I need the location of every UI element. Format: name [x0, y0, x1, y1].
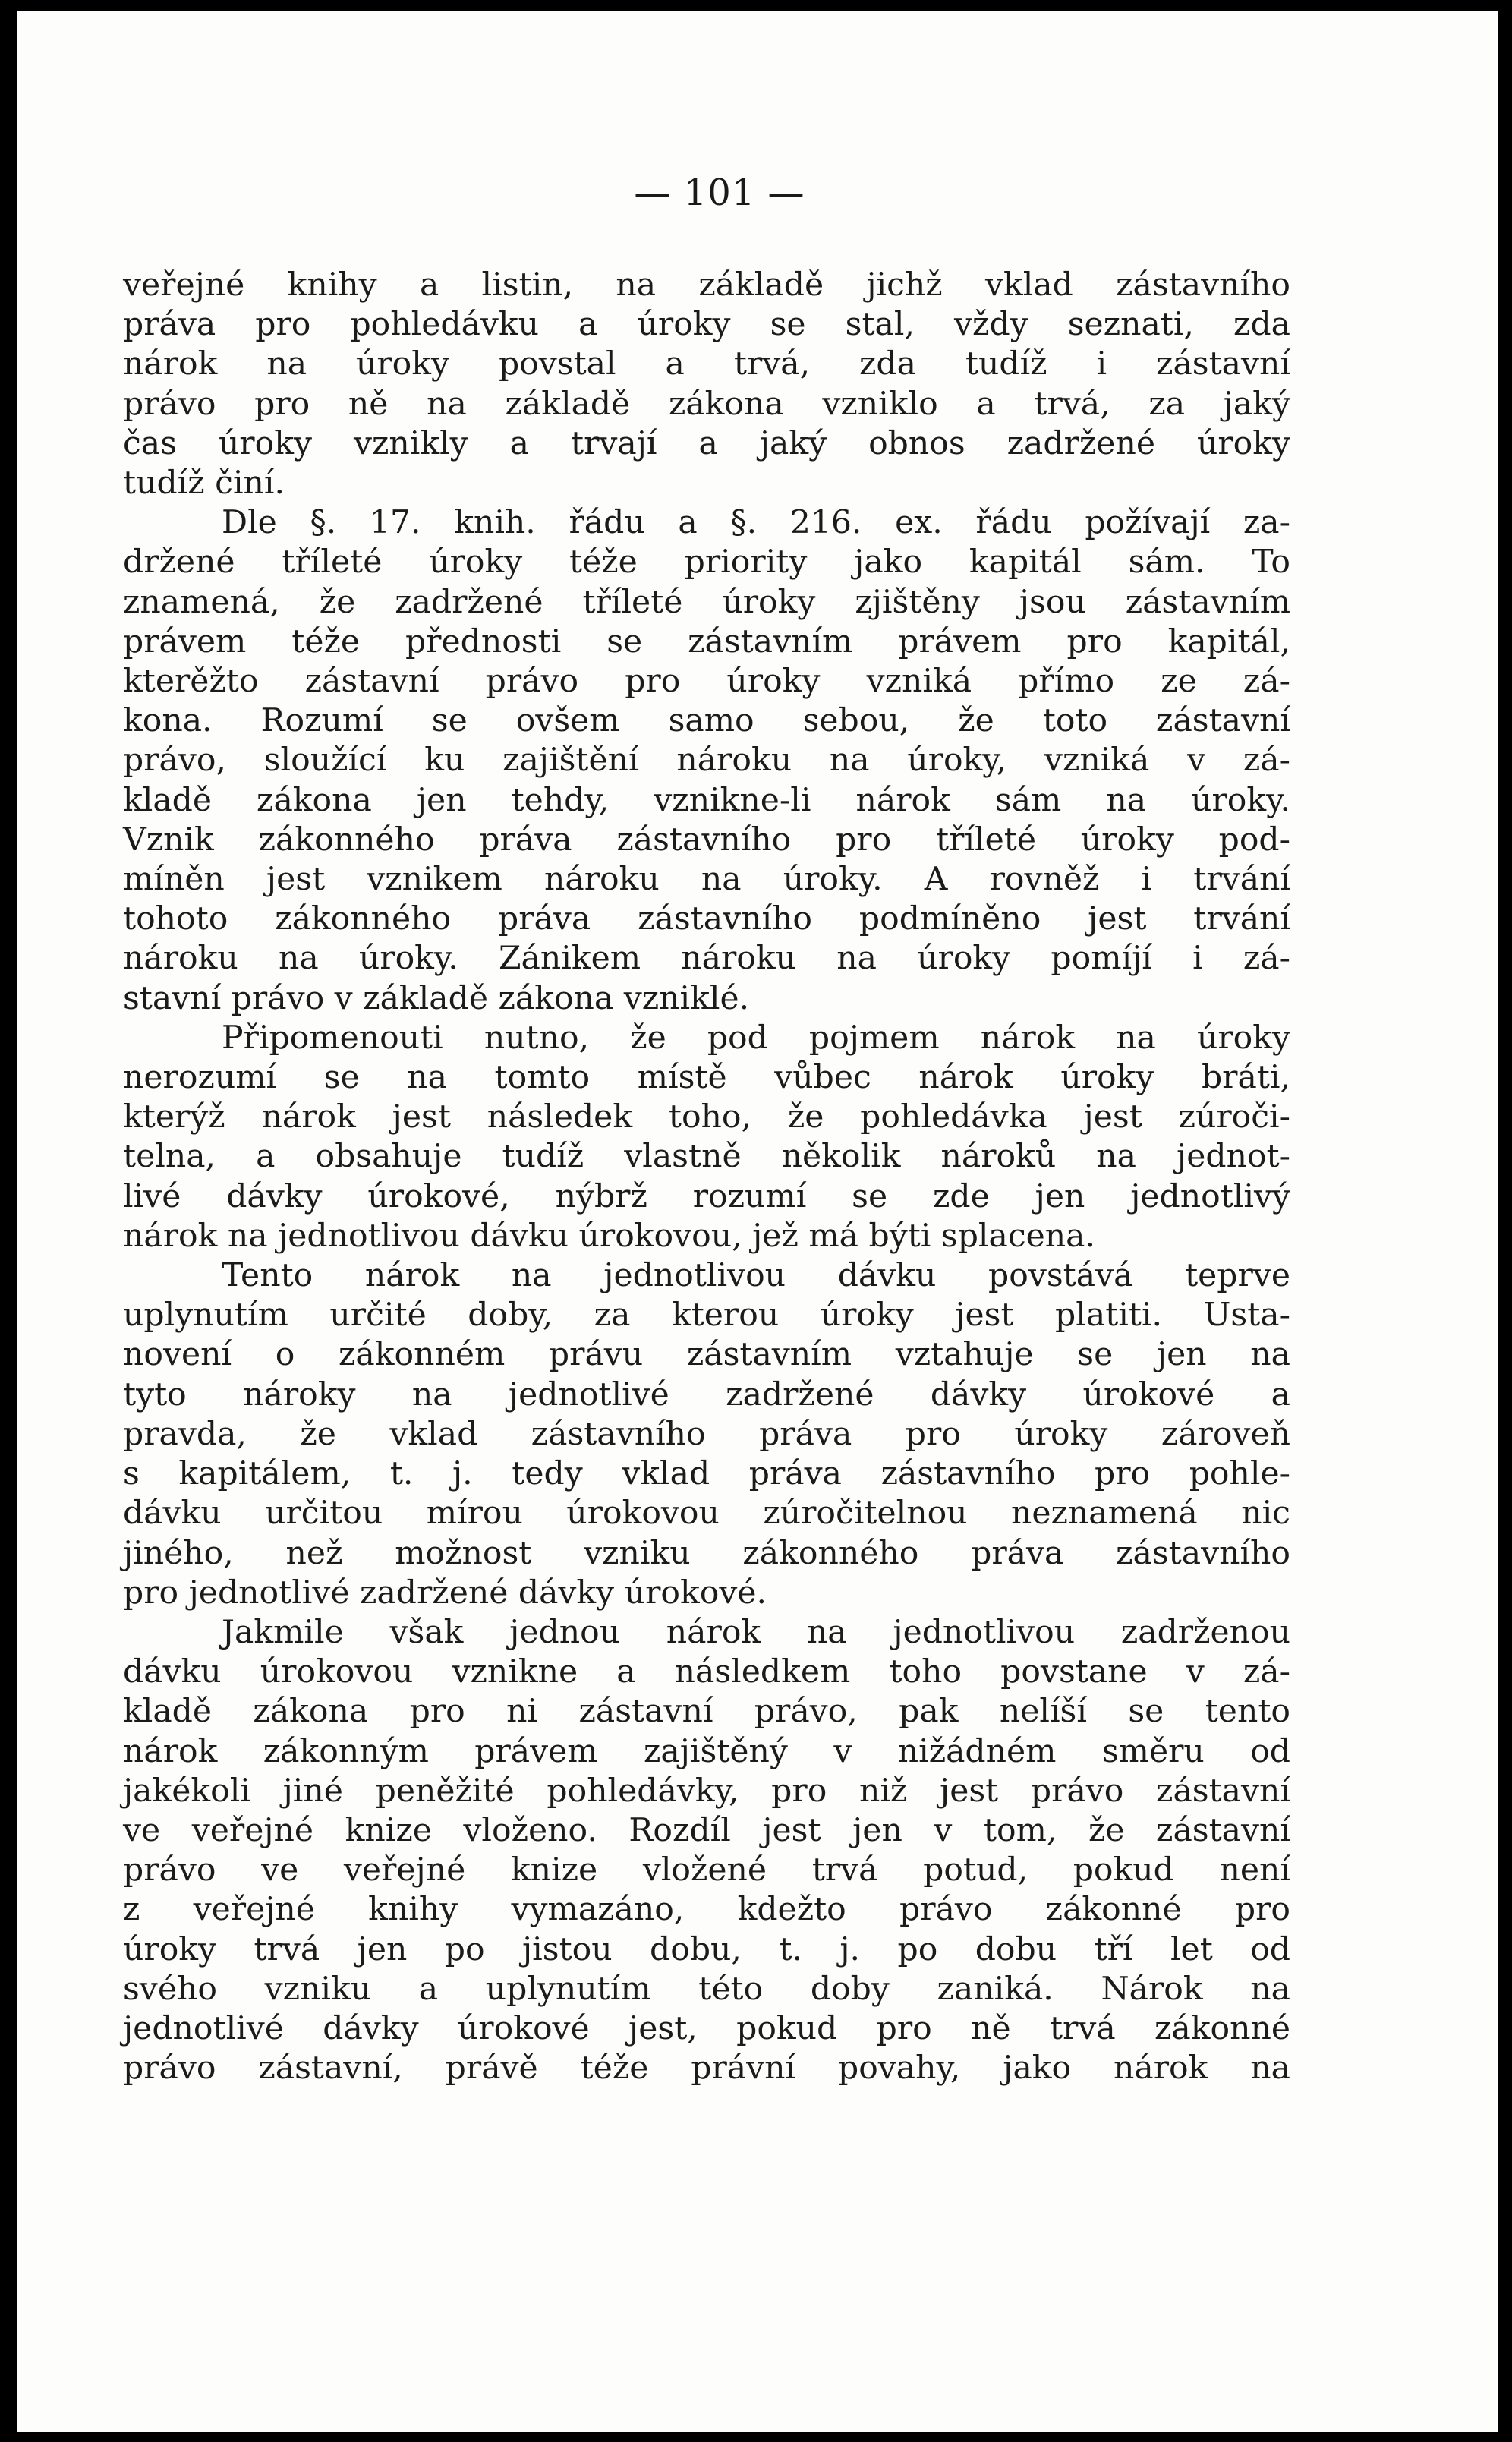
text-line: právo ve veřejné knize vložené trvá potud, pokud není	[123, 1851, 1290, 1889]
paragraph	[123, 1019, 1290, 1256]
text-line: právo zástavní, právě téže právní povahy, jako nárok na	[123, 2050, 1290, 2088]
text-line: pravda, že vklad zástavního práva pro úroky zároveň	[123, 1415, 1290, 1453]
text-line: právo, sloužící ku zajištění nároku na úroky, vzniká v zá-	[123, 742, 1290, 780]
text-line: z veřejné knihy vymazáno, kdežto právo zákonné pro	[123, 1891, 1290, 1929]
text-line: jednotlivé dávky úrokové jest, pokud pro ně trvá zákonné	[123, 2009, 1290, 2047]
text-line: nárok zákonným právem zajištěný v nižádném směru od	[123, 1732, 1290, 1770]
text-line: jiného, než možnost vzniku zákonného práva zástavního	[123, 1534, 1290, 1572]
text-line: svého vzniku a uplynutím této doby zaniká. Nárok na	[123, 1970, 1290, 2008]
text-line: nárok na jednotlivou dávku úrokovou, jež má býti splacena.	[123, 1217, 1096, 1255]
text-line: jakékoli jiné peněžité pohledávky, pro niž jest právo zástavní	[123, 1772, 1290, 1810]
text-line: Připomenouti nutno, že pod pojmem nárok na úroky	[222, 1019, 1290, 1057]
text-line: Jakmile však jednou nárok na jednotlivou zadrženou	[222, 1613, 1290, 1651]
text-line: nárok na úroky povstal a trvá, zda tudíž i zástavní	[123, 345, 1290, 383]
text-line: kona. Rozumí se ovšem samo sebou, že toto zástavní	[123, 702, 1290, 740]
paragraph	[123, 503, 1290, 1019]
paragraph	[123, 1256, 1290, 1613]
text-line: livé dávky úrokové, nýbrž rozumí se zde jen jednotlivý	[123, 1177, 1290, 1215]
page-number: — 101 —	[634, 172, 805, 214]
text-line: telna, a obsahuje tudíž vlastně několik nároků na jednot-	[123, 1138, 1290, 1176]
text-line: tyto nároky na jednotlivé zadržené dávky úrokové a	[123, 1375, 1290, 1413]
text-line: právo pro ně na základě zákona vzniklo a trvá, za jaký	[123, 385, 1290, 423]
book-page	[17, 11, 1498, 2432]
text-line: čas úroky vznikly a trvají a jaký obnos zadržené úroky	[123, 424, 1290, 462]
text-line: kterýž nárok jest následek toho, že pohledávka jest zúroči-	[123, 1098, 1290, 1136]
text-line: tudíž činí.	[123, 465, 285, 503]
text-line: míněn jest vznikem nároku na úroky. A rovněž i trvání	[123, 861, 1290, 899]
text-line: Tento nárok na jednotlivou dávku povstává teprve	[222, 1257, 1290, 1295]
text-line: pro jednotlivé zadržené dávky úrokové.	[123, 1574, 767, 1612]
text-line: uplynutím určité doby, za kterou úroky jest platiti. Usta-	[123, 1297, 1290, 1334]
text-line: znamená, že zadržené tříleté úroky zjištěny jsou zástavním	[123, 583, 1290, 621]
text-line: nerozumí se na tomto místě vůbec nárok úroky bráti,	[123, 1059, 1290, 1097]
text-line: kladě zákona jen tehdy, vznikne-li nárok sám na úroky.	[123, 781, 1290, 819]
text-line: práva pro pohledávku a úroky se stal, vždy seznati, zda	[123, 306, 1290, 344]
text-line: Vznik zákonného práva zástavního pro tříleté úroky pod-	[123, 821, 1290, 859]
text-line: tohoto zákonného práva zástavního podmíněno jest trvání	[123, 900, 1290, 938]
text-line: ve veřejné knize vloženo. Rozdíl jest jen v tom, že zástavní	[123, 1811, 1290, 1849]
body-text	[123, 266, 1290, 2088]
text-line: úroky trvá jen po jistou dobu, t. j. po dobu tří let od	[123, 1930, 1290, 1968]
text-line: stavní právo v základě zákona vzniklé.	[123, 979, 750, 1017]
text-line: držené tříleté úroky téže priority jako kapitál sám. To	[123, 544, 1290, 581]
text-line: dávku určitou mírou úrokovou zúročitelnou neznamená nic	[123, 1495, 1290, 1533]
text-line: kterěžto zástavní právo pro úroky vzniká přímo ze zá-	[123, 663, 1290, 701]
paragraph	[123, 266, 1290, 503]
text-line: Dle §. 17. knih. řádu a §. 216. ex. řádu požívají za-	[222, 504, 1290, 542]
text-line: s kapitálem, t. j. tedy vklad práva zástavního pro pohle-	[123, 1455, 1290, 1493]
text-line: veřejné knihy a listin, na základě jichž vklad zástavního	[123, 266, 1290, 304]
text-line: novení o zákonném právu zástavním vztahuje se jen na	[123, 1336, 1290, 1374]
text-line: nároku na úroky. Zánikem nároku na úroky pomíjí i zá-	[123, 940, 1290, 978]
text-line: dávku úrokovou vznikne a následkem toho povstane v zá-	[123, 1653, 1290, 1691]
text-line: kladě zákona pro ni zástavní právo, pak nelíší se tento	[123, 1693, 1290, 1731]
text-line: právem téže přednosti se zástavním právem pro kapitál,	[123, 622, 1290, 660]
paragraph	[123, 1613, 1290, 2088]
